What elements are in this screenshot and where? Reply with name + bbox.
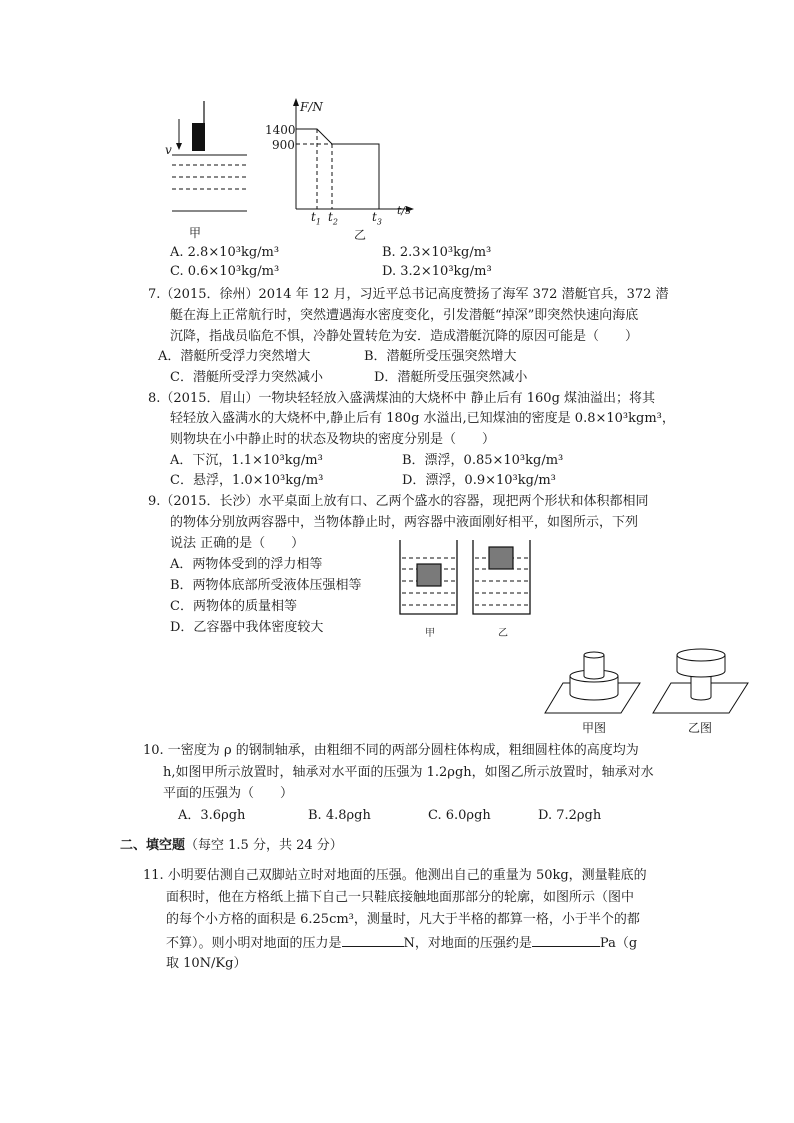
q11-text-part-2: N，对地面的压强约是 — [403, 936, 532, 951]
q7-stem-line-2: 艇在海上正常航行时，突然遭遇海水密度变化，引发潜艇“掉深”即突然快速向海底 — [170, 308, 639, 323]
graph-tick-t2: $t_2$ — [328, 210, 338, 227]
q11-stem-line-4 — [166, 932, 637, 954]
q10-figure-yi-caption: 乙图 — [688, 721, 713, 735]
q9-figure-jia-caption: 甲 — [425, 628, 435, 639]
q6-option-b: B. 2.3×10³kg/m³ — [382, 245, 492, 260]
q8-stem-line-3: 则物块在小中静止时的状态及物块的密度分别是（ ） — [170, 432, 496, 447]
q9-containers-figure — [395, 538, 535, 618]
q10-option-a: A．3.6ρgh — [178, 808, 246, 823]
q8-stem-line-1: 8.（2015．眉山）一物块轻轻放入盛满煤油的大烧杯中 静止后有 160g 煤油溢出；将其 — [148, 391, 656, 406]
section-2-title: 二、填空题 — [120, 838, 186, 853]
section-2-heading — [120, 836, 343, 856]
q9-option-d: D．乙容器中我体密度较大 — [170, 620, 324, 635]
q11-answer-blank-pressure[interactable] — [532, 932, 600, 947]
q6-figure-yi-caption: 乙 — [354, 228, 367, 242]
q6-option-d: D. 3.2×10³kg/m³ — [382, 264, 492, 279]
q7-stem-line-1: 7.（2015．徐州）2014 年 12 月，习近平总书记高度赞扬了海军 372 潜艇官兵，372 潜 — [148, 287, 669, 302]
q8-option-b: B．漂浮，0.85×10³kg/m³ — [402, 453, 564, 468]
q10-bearing-figure — [543, 643, 753, 715]
q10-stem-line-2: h,如图甲所示放置时，轴承对水平面的压强为 1.2ρgh，如图乙所示放置时，轴承对水 — [163, 765, 654, 780]
q9-option-a: A．两物体受到的浮力相等 — [170, 557, 323, 572]
velocity-label: v — [165, 143, 172, 157]
q11-stem-line-5: 取 10N/Kg） — [166, 956, 247, 971]
q10-stem-line-1: 10. 一密度为 ρ 的钢制轴承，由粗细不同的两部分圆柱体构成，粗细圆柱体的高度均为 — [143, 743, 639, 758]
graph-tick-900: 900 — [272, 138, 295, 152]
graph-tick-t3: $t_3$ — [372, 210, 382, 227]
graph-tick-1400: 1400 — [265, 123, 296, 137]
q9-figure-yi-caption: 乙 — [498, 628, 508, 639]
q7-option-a: A．潜艇所受浮力突然增大 — [158, 349, 311, 364]
q6-figure-jia-caption: 甲 — [189, 226, 202, 240]
q10-option-d: D. 7.2ρgh — [538, 808, 602, 823]
q11-stem-line-1: 11. 小明要估测自己双脚站立时对地面的压强。他测出自己的重量为 50kg，测量鞋底的 — [143, 868, 647, 883]
q7-option-b: B．潜艇所受压强突然增大 — [364, 349, 517, 364]
q11-answer-blank-force[interactable] — [342, 932, 404, 947]
q8-option-a: A．下沉，1.1×10³kg/m³ — [170, 453, 323, 468]
q11-stem-line-3: 的每个小方格的面积是 6.25cm³，测量时，凡大于半格的都算一格，小于半个的都 — [166, 912, 640, 927]
q11-text-part-3: Pa（g — [599, 936, 638, 951]
q9-stem-line-2: 的物体分别放两容器中，当物体静止时，两容器中液面刚好相平，如图所示，下列 — [170, 515, 639, 530]
q6-option-c: C. 0.6×10³kg/m³ — [170, 264, 280, 279]
q8-stem-line-2: 轻轻放入盛满水的大烧杯中,静止后有 180g 水溢出,已知煤油的密度是 0.8×10³kgm³， — [170, 411, 675, 426]
q6-figure-jia — [140, 95, 255, 240]
graph-y-axis-label: F/N — [300, 100, 323, 114]
q9-stem-line-1: 9.（2015．长沙）水平桌面上放有口、乙两个盛水的容器，现把两个形状和体积都相同 — [148, 494, 649, 509]
section-2-note: （每空 1.5 分，共 24 分） — [185, 838, 343, 853]
q6-option-a: A. 2.8×10³kg/m³ — [170, 245, 280, 260]
q9-option-b: B．两物体底部所受液体压强相等 — [170, 578, 362, 593]
q11-stem-line-2: 面积时，他在方格纸上描下自己一只鞋底接触地面那部分的轮廓，如图所示（图中 — [166, 890, 635, 905]
graph-x-axis-label: t/s — [397, 204, 411, 217]
q7-option-c: C．潜艇所受浮力突然减小 — [170, 370, 323, 385]
q11-text-part-1: 不算）。则小明对地面的压力是 — [166, 936, 342, 951]
q10-option-b: B. 4.8ρgh — [308, 808, 371, 823]
q9-option-c: C．两物体的质量相等 — [170, 599, 297, 614]
q8-option-c: C．悬浮，1.0×10³kg/m³ — [170, 473, 324, 488]
q10-option-c: C. 6.0ρgh — [428, 808, 491, 823]
graph-tick-t1: $t_1$ — [311, 210, 321, 227]
q7-stem-line-3: 沉降，指战员临危不惧，冷静处置转危为安．造成潜艇沉降的原因可能是（ ） — [170, 329, 639, 344]
q8-option-d: D．漂浮，0.9×10³kg/m³ — [402, 473, 556, 488]
q10-stem-line-3: 平面的压强为（ ） — [163, 786, 294, 801]
q7-option-d: D．潜艇所受压强突然减小 — [374, 370, 528, 385]
q9-stem-line-3: 说法 正确的是（ ） — [170, 536, 305, 551]
q10-figure-jia-caption: 甲图 — [582, 721, 607, 735]
